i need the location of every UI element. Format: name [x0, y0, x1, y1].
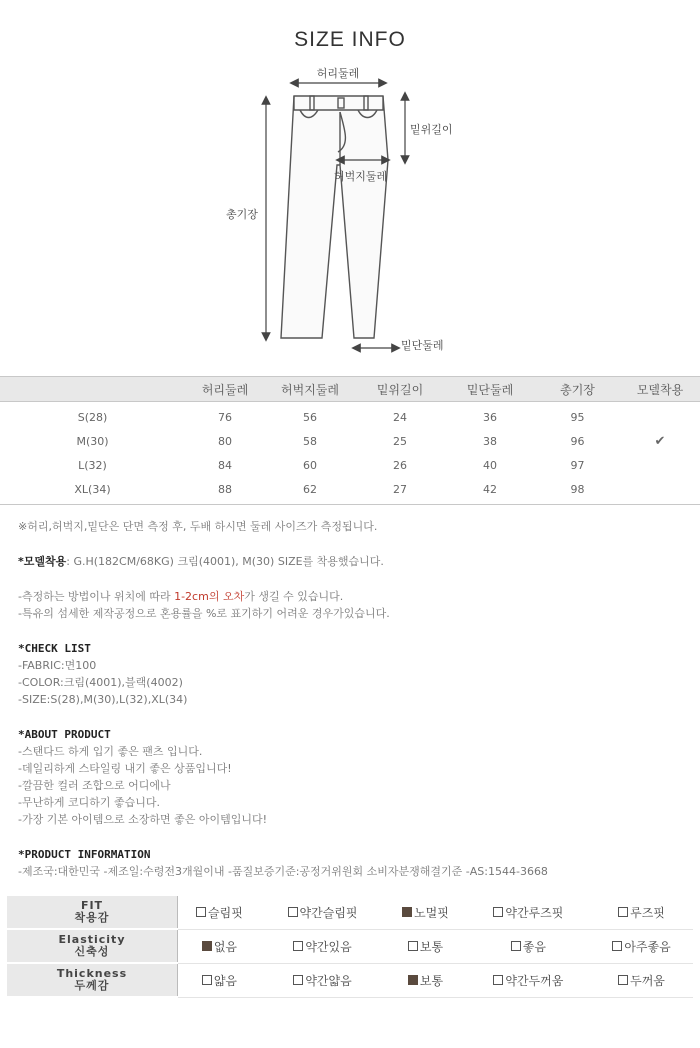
- header-waist: 허리둘레: [185, 377, 265, 402]
- about-item: -깔끔한 컬러 조합으로 어디에나: [18, 779, 171, 792]
- model-wear-text: : G.H(182CM/68KG) 크림(4001), M(30) SIZE를 착용했습니다.: [66, 555, 384, 568]
- waist-cell: 76: [218, 410, 232, 424]
- header-hem: 밑단둘레: [445, 377, 535, 402]
- measure-note: ※허리,허벅지,밑단은 단면 측정 후, 두배 하시면 둘레 사이즈가 측정됩니다.: [18, 520, 378, 533]
- rise-label: 밑위길이: [410, 123, 453, 136]
- checked-box-icon: [408, 975, 418, 985]
- product-info-heading: *PRODUCT INFORMATION: [18, 848, 151, 861]
- fit-table: [7, 896, 693, 998]
- rise-cell: 25: [393, 434, 407, 448]
- fit-option: [384, 929, 466, 963]
- checked-box-icon: [402, 907, 412, 917]
- table-row: [0, 453, 700, 477]
- fit-option: [178, 896, 261, 929]
- fit-option-label: 약간있음: [305, 939, 352, 954]
- thigh-cell: 56: [303, 410, 317, 424]
- size-cell: M(30): [76, 434, 109, 448]
- fit-option: [261, 963, 384, 997]
- model-cell: [620, 453, 700, 477]
- fit-row: [7, 963, 693, 997]
- hem-cell: 36: [483, 410, 497, 424]
- fit-option-label: 좋음: [522, 939, 546, 954]
- hem-label: 밑단둘레: [401, 339, 444, 352]
- check-item: -COLOR:크림(4001),블랙(4002): [18, 676, 183, 689]
- product-notes: [18, 518, 688, 880]
- fabric-note: -특유의 섬세한 제작공정으로 혼용률을 %로 표기하기 어려운 경우가있습니다.: [18, 607, 390, 620]
- product-info-text: -제조국:대한민국 -제조일:수령전3개월이내 -품질보증기준:공정거위원회 소비자분쟁해결기준 -AS:1544-3668: [18, 865, 548, 878]
- hem-cell: 40: [483, 458, 497, 472]
- fit-option-label: 약간루즈핏: [505, 905, 564, 920]
- pants-outline: [281, 96, 388, 338]
- error-note: [18, 588, 688, 605]
- about-item: -무난하게 코디하기 좋습니다.: [18, 796, 160, 809]
- error-note-post: 가 생길 수 있습니다.: [244, 590, 344, 603]
- size-table-header: [0, 377, 700, 402]
- fit-row: [7, 929, 693, 963]
- fit-option: [590, 896, 693, 929]
- fit-option-label: 얇음: [213, 973, 238, 988]
- rise-cell: 27: [355, 477, 445, 505]
- fit-option: [261, 896, 384, 929]
- pants-size-diagram: [0, 0, 700, 370]
- header-length: 총기장: [535, 377, 620, 402]
- check-icon: ✔: [654, 433, 666, 449]
- fit-row-label-en: Thickness: [56, 967, 128, 980]
- thigh-cell: 60: [303, 458, 317, 472]
- fit-row: [7, 896, 693, 929]
- unchecked-box-icon: [511, 941, 521, 951]
- length-cell: 95: [570, 410, 585, 424]
- check-item: -SIZE:S(28),M(30),L(32),XL(34): [18, 693, 188, 706]
- unchecked-box-icon: [288, 907, 298, 917]
- unchecked-box-icon: [202, 975, 212, 985]
- fit-row-label: [7, 896, 178, 929]
- fit-option-label: 슬림핏: [208, 905, 243, 920]
- fit-option-label: 노멀핏: [414, 905, 449, 920]
- fit-option: [384, 963, 466, 997]
- model-cell: [620, 429, 700, 453]
- fit-row-label-ko: 두께감: [74, 979, 110, 992]
- fit-row-label-en: Elasticity: [58, 933, 126, 946]
- waist-cell: 84: [218, 458, 232, 472]
- error-note-highlight: 1-2cm의 오차: [174, 590, 245, 603]
- model-cell: [620, 402, 700, 430]
- thigh-cell: 62: [265, 477, 355, 505]
- length-cell: 96: [570, 434, 585, 448]
- fit-option-label: 약간두꺼움: [505, 973, 564, 988]
- hem-cell: 38: [483, 434, 497, 448]
- fit-row-label-en: FIT: [80, 899, 104, 912]
- length-label: 총기장: [226, 208, 258, 221]
- unchecked-box-icon: [612, 941, 622, 951]
- fit-option: [590, 929, 693, 963]
- waist-label: 허리둘레: [316, 67, 360, 80]
- header-model: 모델착용: [620, 377, 700, 402]
- model-wear-line: [18, 553, 688, 570]
- fit-option: [467, 963, 590, 997]
- about-item: -데일리하게 스타일링 내기 좋은 상품입니다!: [18, 762, 232, 775]
- about-item: -스탠다드 하게 입기 좋은 팬츠 입니다.: [18, 745, 203, 758]
- fit-row-label-ko: 착용감: [74, 911, 110, 924]
- waist-cell: 80: [218, 434, 232, 448]
- fit-option: [467, 929, 590, 963]
- page-title: SIZE INFO: [294, 28, 406, 51]
- fit-row-label-ko: 신축성: [74, 945, 110, 958]
- header-size: [0, 377, 185, 402]
- fit-option: [590, 963, 693, 997]
- unchecked-box-icon: [293, 941, 303, 951]
- fit-option: [178, 929, 261, 963]
- fit-option: [467, 896, 590, 929]
- unchecked-box-icon: [196, 907, 206, 917]
- header-thigh: 허벅지둘레: [265, 377, 355, 402]
- about-product-heading: *ABOUT PRODUCT: [18, 728, 111, 741]
- rise-cell: 26: [393, 458, 407, 472]
- table-row: [0, 429, 700, 453]
- unchecked-box-icon: [493, 975, 503, 985]
- model-cell: [620, 477, 700, 505]
- check-item: -FABRIC:면100: [18, 659, 97, 672]
- fit-row-label: [7, 929, 178, 963]
- checked-box-icon: [202, 941, 212, 951]
- fit-option: [178, 963, 261, 997]
- unchecked-box-icon: [493, 907, 503, 917]
- unchecked-box-icon: [293, 975, 303, 985]
- length-cell: 97: [570, 458, 585, 472]
- size-cell: L(32): [78, 458, 107, 472]
- thigh-cell: 58: [303, 434, 317, 448]
- size-cell: S(28): [77, 410, 108, 424]
- model-wear-heading: *모델착용: [18, 555, 67, 568]
- fit-row-label: [7, 963, 178, 997]
- hem-cell: 42: [445, 477, 535, 505]
- header-rise: 밑위길이: [355, 377, 445, 402]
- fit-option-label: 없음: [213, 939, 238, 954]
- unchecked-box-icon: [618, 907, 628, 917]
- fit-option-label: 아주좋음: [624, 939, 671, 954]
- fit-option-label: 보통: [419, 939, 444, 954]
- fit-option-label: 약간슬림핏: [299, 905, 358, 920]
- size-table: [0, 376, 700, 505]
- fit-option-label: 루즈핏: [630, 905, 665, 920]
- fit-option-label: 두꺼움: [630, 973, 665, 988]
- fit-option: [261, 929, 384, 963]
- table-row: [0, 477, 700, 505]
- error-note-pre: -측정하는 방법이나 위치에 따라: [18, 590, 175, 603]
- unchecked-box-icon: [618, 975, 628, 985]
- table-row: [0, 402, 700, 430]
- length-cell: 98: [535, 477, 620, 505]
- waist-cell: 88: [185, 477, 265, 505]
- size-cell: XL(34): [0, 477, 185, 505]
- thigh-label: 허벅지둘레: [334, 170, 388, 183]
- check-list-heading: *CHECK LIST: [18, 642, 91, 655]
- about-item: -가장 기본 아이템으로 소장하면 좋은 아이템입니다!: [18, 813, 268, 826]
- unchecked-box-icon: [408, 941, 418, 951]
- rise-cell: 24: [393, 410, 407, 424]
- fit-option-label: 약간얇음: [305, 973, 352, 988]
- fit-option-label: 보통: [419, 973, 444, 988]
- fit-option: [384, 896, 466, 929]
